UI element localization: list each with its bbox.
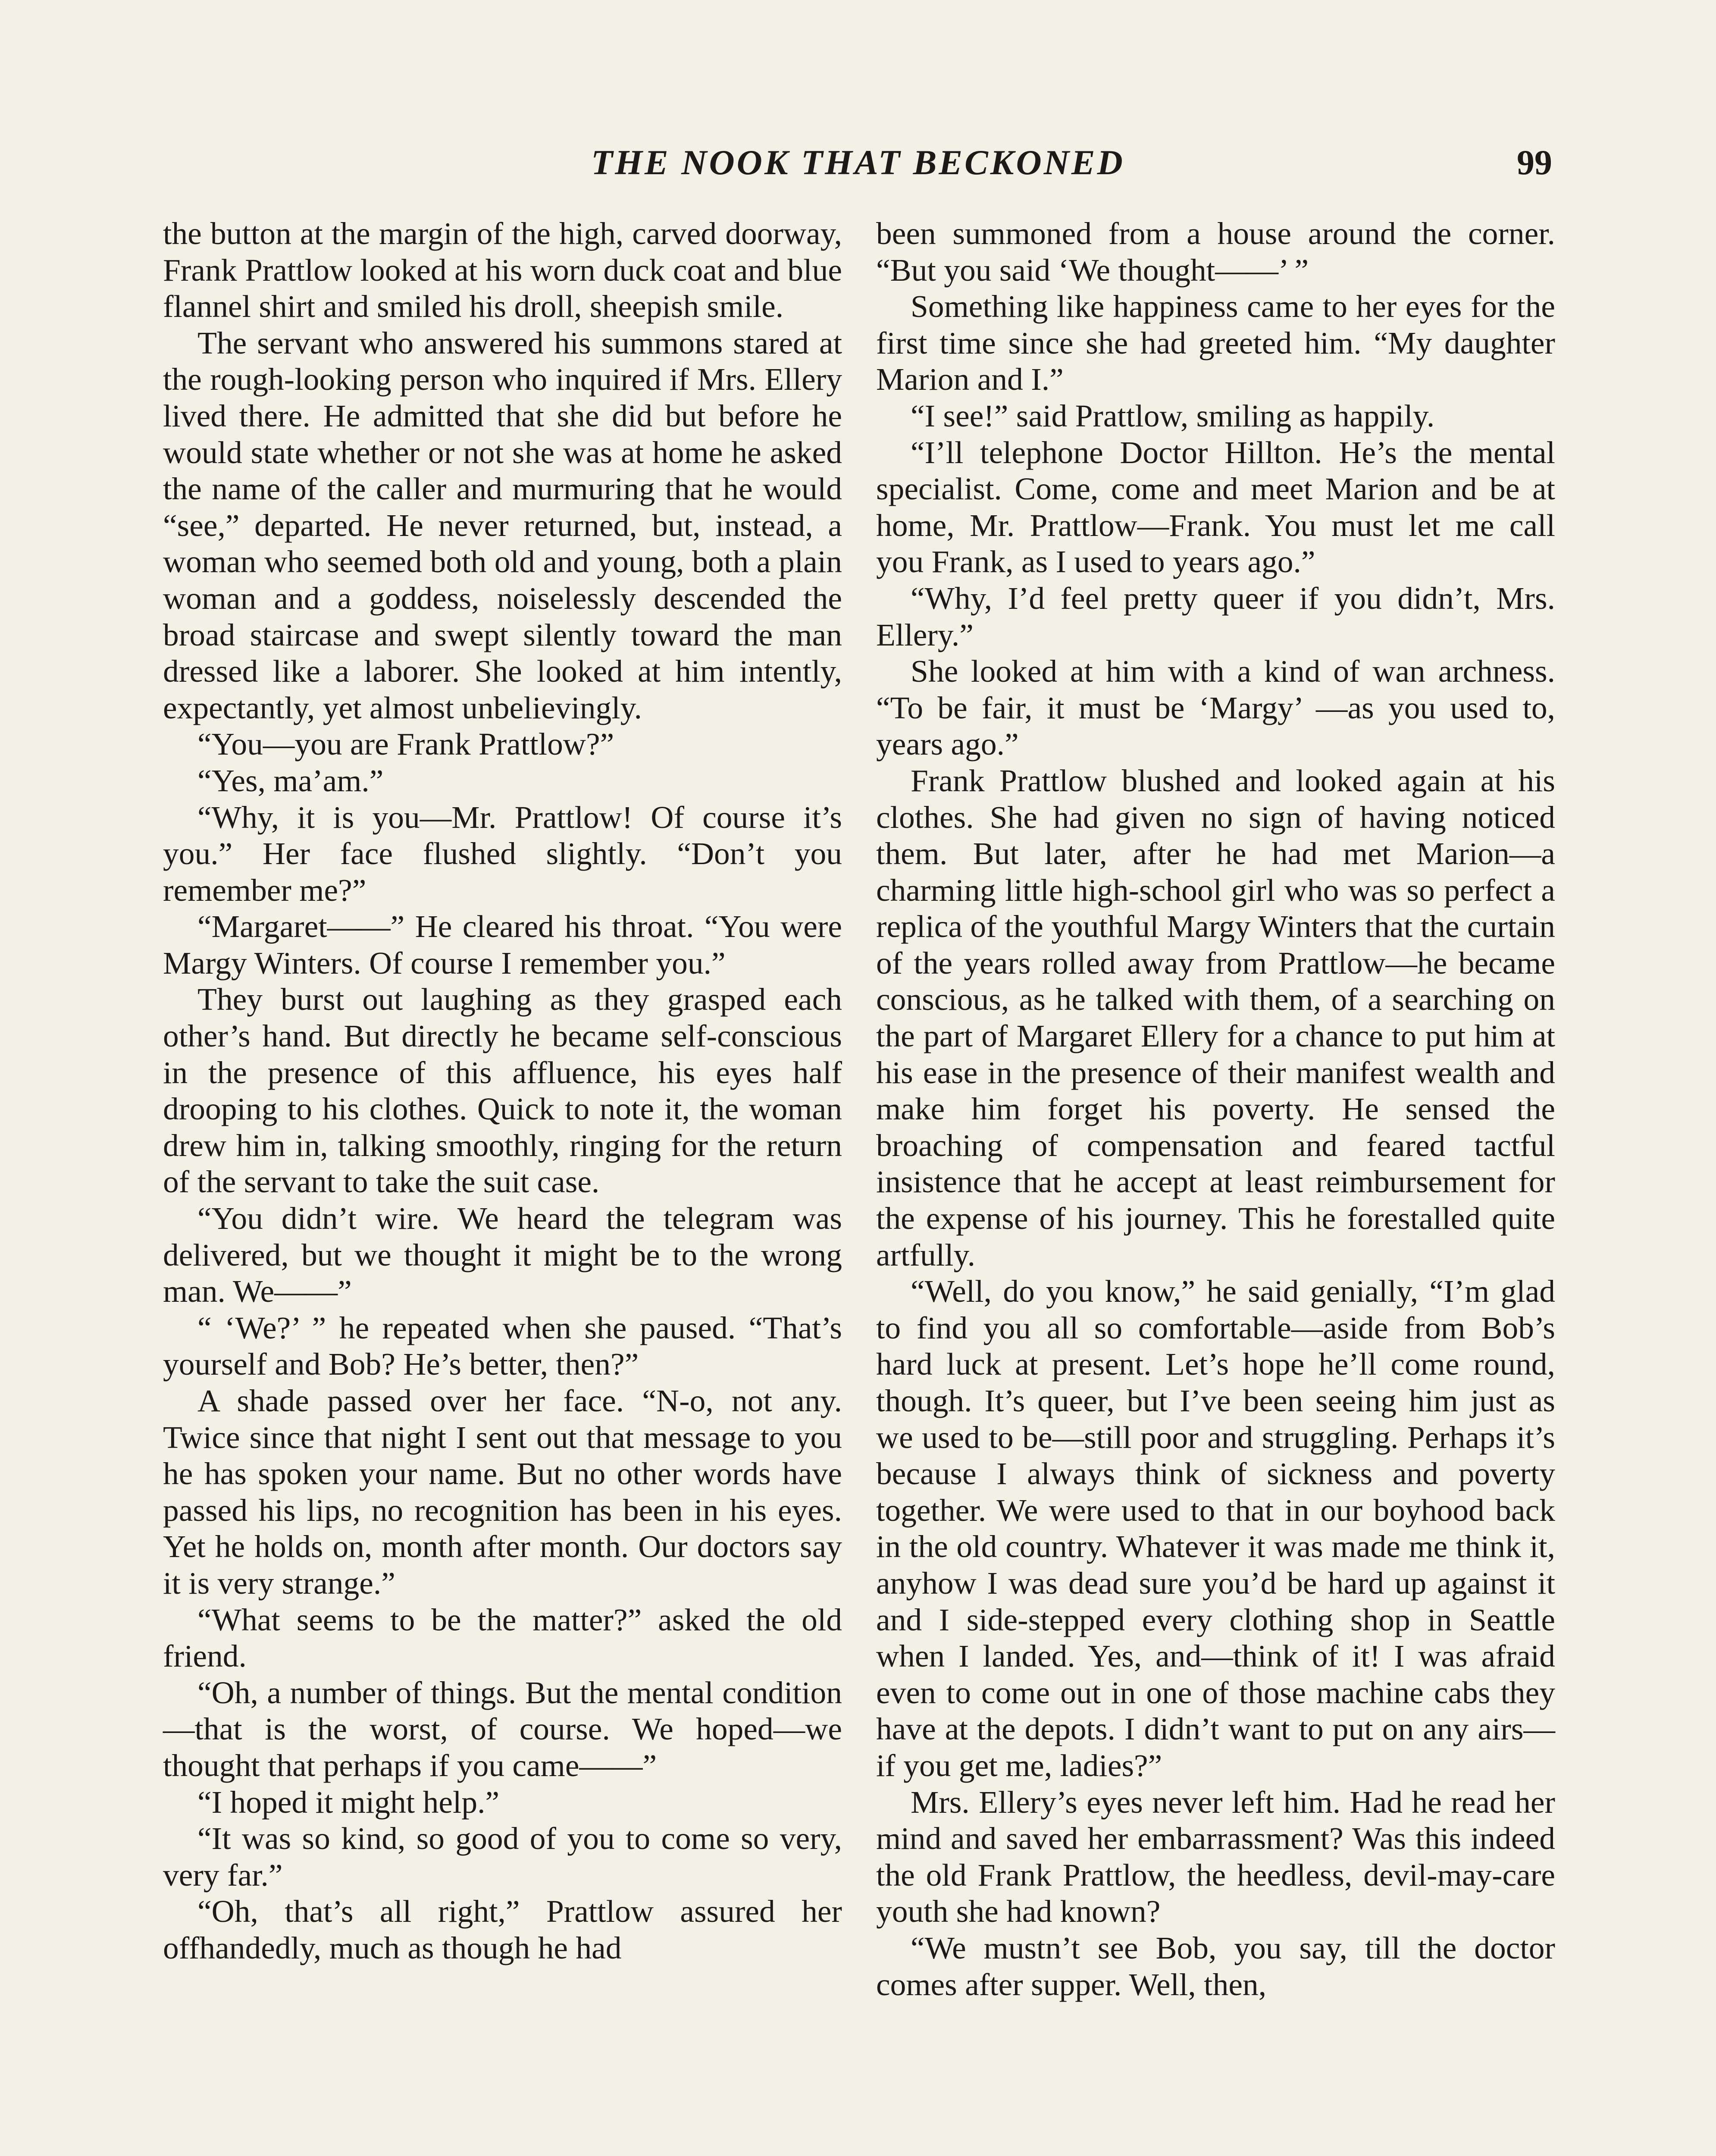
- paragraph: “I hoped it might help.”: [197, 1784, 500, 1820]
- paragraph: “I see!” said Prattlow, smiling as happily.: [911, 398, 1435, 433]
- paragraph: The servant who answered his summons stared at the rough-looking person who inquired if Mrs. Ellery lived there. He admitted that she did but before he would state whether or not she was at home he asked the name of the caller and murmuring that he would “see,” departed. He never returned, but, instead, a woman who seemed both old and young, both a plain woman and a goddess, noiselessly descended the broad staircase and swept silently toward the man dressed like a laborer. She looked at him intently, expectantly, yet almost unbelievingly.: [163, 325, 842, 725]
- paragraph: Something like happiness came to her eyes for the first time since she had greeted him. “My daughter Marion and I.”: [876, 289, 1555, 397]
- paragraph: Frank Prattlow blushed and looked again at his clothes. She had given no sign of having noticed them. But later, after he had met Marion—a charming little high-school girl who was so perfect a replica of the youthful Margy Winters that the curtain of the years rolled away from Prattlow—he became conscious, as he talked with them, of a searching on the part of Margaret Ellery for a chance to put him at his ease in the presence of their manifest wealth and make him forget his poverty. He sensed the broaching of compensation and feared tactful insistence that he accept at least reimbursement for the expense of his journey. This he forestalled quite artfully.: [876, 763, 1555, 1272]
- paragraph: “Oh, that’s all right,” Prattlow assured her offhandedly, much as though he had: [163, 1894, 842, 1965]
- paragraph: “You didn’t wire. We heard the telegram was delivered, but we thought it might be to the wrong man. We——”: [163, 1201, 842, 1309]
- paragraph: “You—you are Frank Prattlow?”: [197, 727, 614, 762]
- paragraph: “ ‘We?’ ” he repeated when she paused. “That’s yourself and Bob? He’s better, then?”: [163, 1310, 842, 1382]
- running-title: THE NOOK THAT BECKONED: [591, 143, 1125, 182]
- paragraph: “Margaret——” He cleared his throat. “You were Margy Winters. Of course I remember you.”: [163, 909, 842, 981]
- paragraph: “Yes, ma’am.”: [197, 763, 384, 798]
- paragraph: “Oh, a number of things. But the mental condition—that is the worst, of course. We hoped—we thought that perhaps if you came——”: [163, 1675, 842, 1783]
- paragraph: Mrs. Ellery’s eyes never left him. Had he read her mind and saved her embarrassment? Was this indeed the old Frank Prattlow, the heedless, devil-may-care youth she had known?: [876, 1784, 1555, 1929]
- paragraph: been summoned from a house around the corner. “But you said ‘We thought——’ ”: [876, 216, 1555, 288]
- right-column: [876, 216, 1555, 2003]
- running-head: [164, 142, 1552, 194]
- paragraph: They burst out laughing as they grasped each other’s hand. But directly he became self-conscious in the presence of this affluence, his eyes half drooping to his clothes. Quick to note it, the woman drew him in, talking smoothly, ringing for the return of the servant to take the suit case.: [163, 982, 842, 1200]
- paragraph: “Well, do you know,” he said genially, “I’m glad to find you all so comfortable—aside from Bob’s hard luck at present. Let’s hope he’ll come round, though. It’s queer, but I’ve been seeing him just as we used to be—still poor and struggling. Perhaps it’s because I always think of sickness and poverty together. We were used to that in our boyhood back in the old country. Whatever it was made me think it, anyhow I was dead sure you’d be hard up against it and I side-stepped every clothing shop in Seattle when I landed. Yes, and—think of it! I was afraid even to come out in one of those machine cabs they have at the depots. I didn’t want to put on any airs—if you get me, ladies?”: [876, 1274, 1555, 1783]
- page-number: 99: [1517, 143, 1552, 182]
- paragraph: the button at the margin of the high, carved doorway, Frank Prattlow looked at his worn duck coat and blue flannel shirt and smiled his droll, sheepish smile.: [163, 216, 842, 324]
- paragraph: “Why, it is you—Mr. Prattlow! Of course it’s you.” Her face flushed slightly. “Don’t you remember me?”: [163, 799, 842, 908]
- paragraph: “Why, I’d feel pretty queer if you didn’t, Mrs. Ellery.”: [876, 580, 1555, 652]
- paragraph: “What seems to be the matter?” asked the old friend.: [163, 1602, 842, 1674]
- paragraph: A shade passed over her face. “N-o, not any. Twice since that night I sent out that message to you he has spoken your name. But no other words have passed his lips, no recognition has been in his eyes. Yet he holds on, month after month. Our doctors say it is very strange.”: [163, 1383, 842, 1601]
- paragraph: “We mustn’t see Bob, you say, till the doctor comes after supper. Well, then,: [876, 1930, 1555, 2002]
- paragraph: “It was so kind, so good of you to come so very, very far.”: [163, 1821, 842, 1893]
- left-column: [163, 216, 842, 1967]
- paragraph: She looked at him with a kind of wan archness. “To be fair, it must be ‘Margy’ —as you used to, years ago.”: [876, 654, 1555, 762]
- paragraph: “I’ll telephone Doctor Hillton. He’s the mental specialist. Come, come and meet Marion and be at home, Mr. Prattlow—Frank. You must let me call you Frank, as I used to years ago.”: [876, 435, 1555, 580]
